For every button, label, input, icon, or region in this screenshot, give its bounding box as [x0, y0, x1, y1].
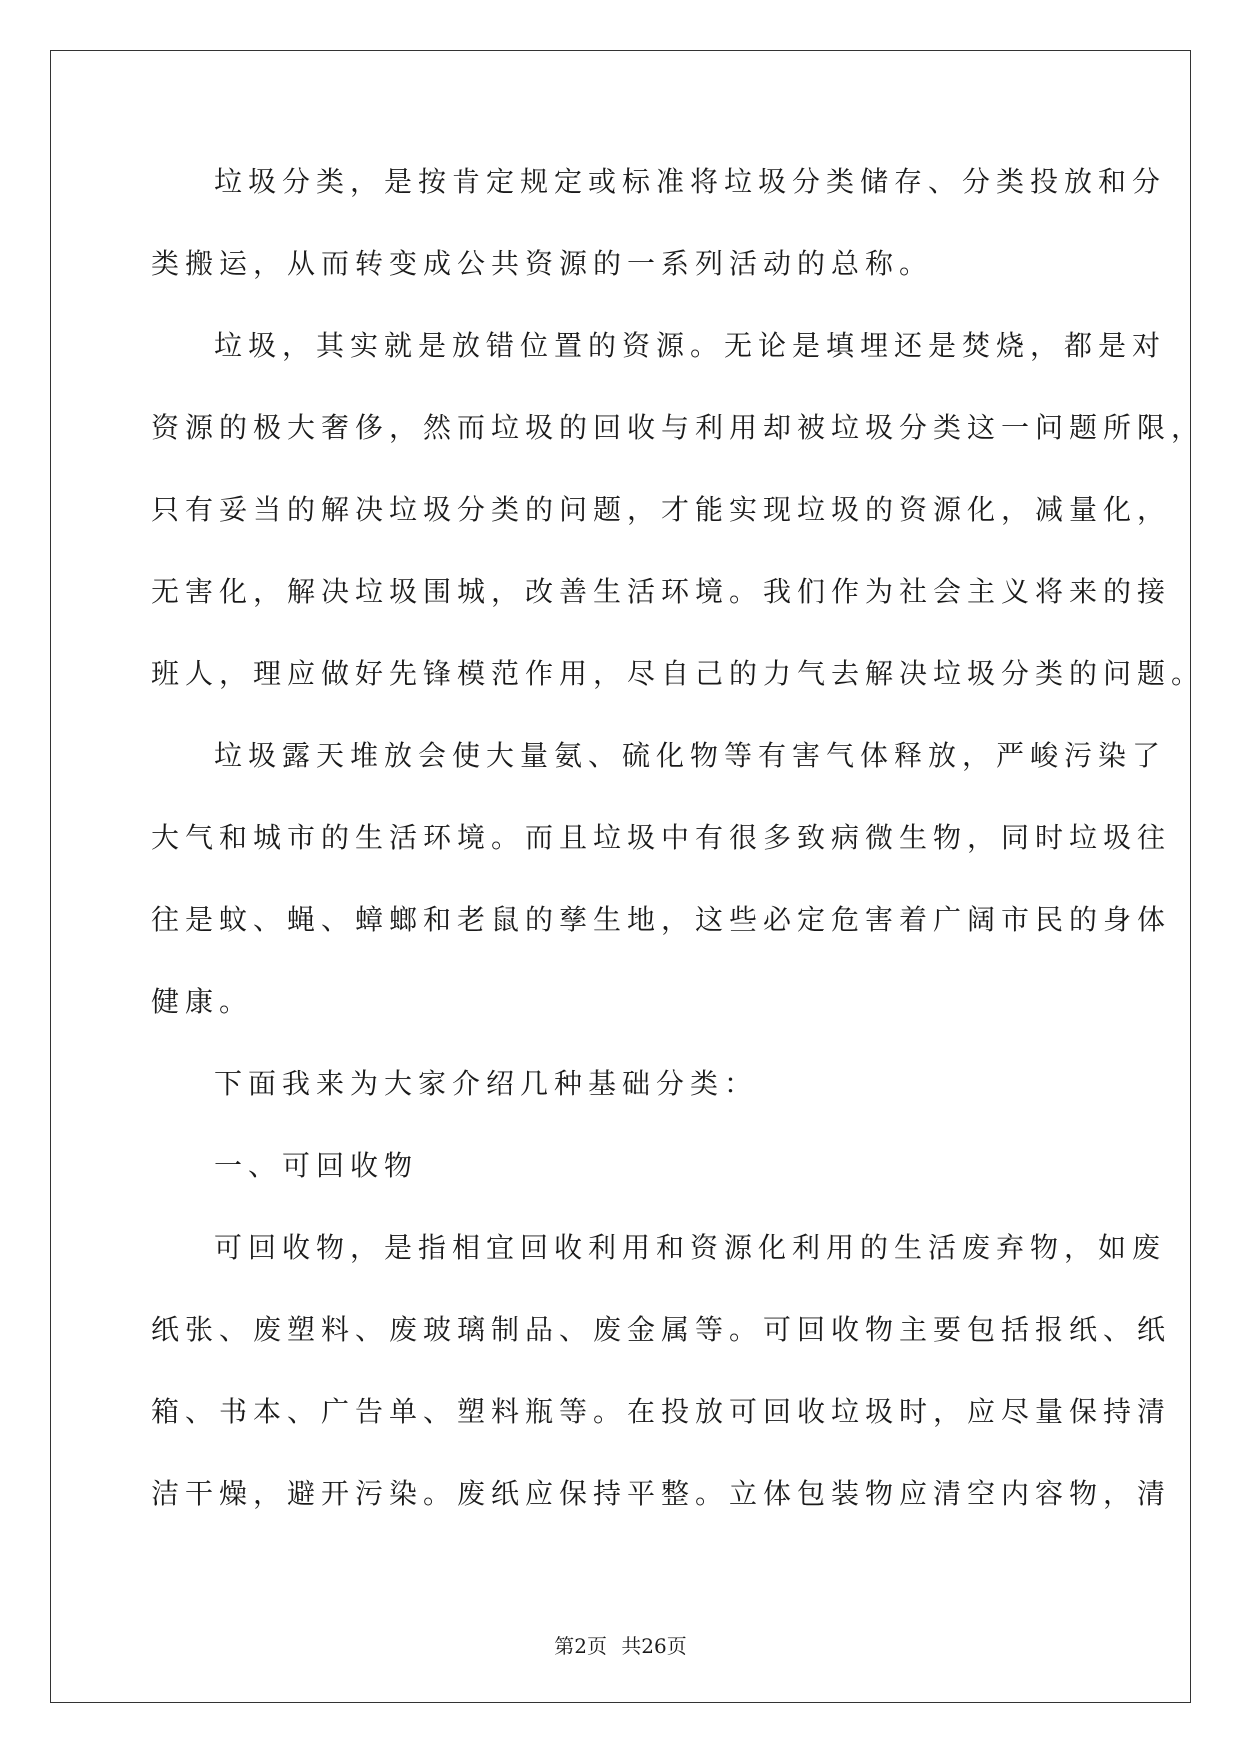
text-line: 健康。 — [151, 985, 254, 1018]
text-line: 可回收物，是指相宜回收利用和资源化利用的生活废弃物，如废 — [214, 1231, 1167, 1264]
text-line: 垃圾露天堆放会使大量氨、硫化物等有害气体释放，严峻污染了 — [214, 739, 1167, 772]
text-line: 箱、书本、广告单、塑料瓶等。在投放可回收垃圾时，应尽量保持清 — [151, 1395, 1172, 1428]
text-line: 往是蚊、蝇、蟑螂和老鼠的孳生地，这些必定危害着广阔市民的身体 — [151, 903, 1172, 936]
document-body — [151, 162, 1206, 1556]
text-line: 垃圾，其实就是放错位置的资源。无论是填埋还是焚烧，都是对 — [214, 329, 1167, 362]
text-line: 资源的极大奢侈，然而垃圾的回收与利用却被垃圾分类这一问题所限， — [151, 411, 1206, 444]
text-line: 纸张、废塑料、废玻璃制品、废金属等。可回收物主要包括报纸、纸 — [151, 1313, 1172, 1346]
text-line: 垃圾分类，是按肯定规定或标准将垃圾分类储存、分类投放和分 — [214, 165, 1167, 198]
section-heading: 一、可回收物 — [214, 1149, 419, 1182]
text-line: 无害化，解决垃圾围城，改善生活环境。我们作为社会主义将来的接 — [151, 575, 1172, 608]
text-line: 类搬运，从而转变成公共资源的一系列活动的总称。 — [151, 247, 934, 280]
page-number: 第2页 — [554, 1634, 607, 1658]
text-line: 只有妥当的解决垃圾分类的问题，才能实现垃圾的资源化，减量化， — [151, 493, 1172, 526]
text-line: 班人，理应做好先锋模范作用，尽自己的力气去解决垃圾分类的问题。 — [151, 657, 1206, 690]
page-total: 共26页 — [621, 1634, 687, 1658]
page-footer — [0, 1630, 1241, 1659]
text-line: 洁干燥，避开污染。废纸应保持平整。立体包装物应清空内容物，清 — [151, 1477, 1172, 1510]
text-line: 大气和城市的生活环境。而且垃圾中有很多致病微生物，同时垃圾往 — [151, 821, 1172, 854]
text-line: 下面我来为大家介绍几种基础分类： — [214, 1067, 759, 1100]
